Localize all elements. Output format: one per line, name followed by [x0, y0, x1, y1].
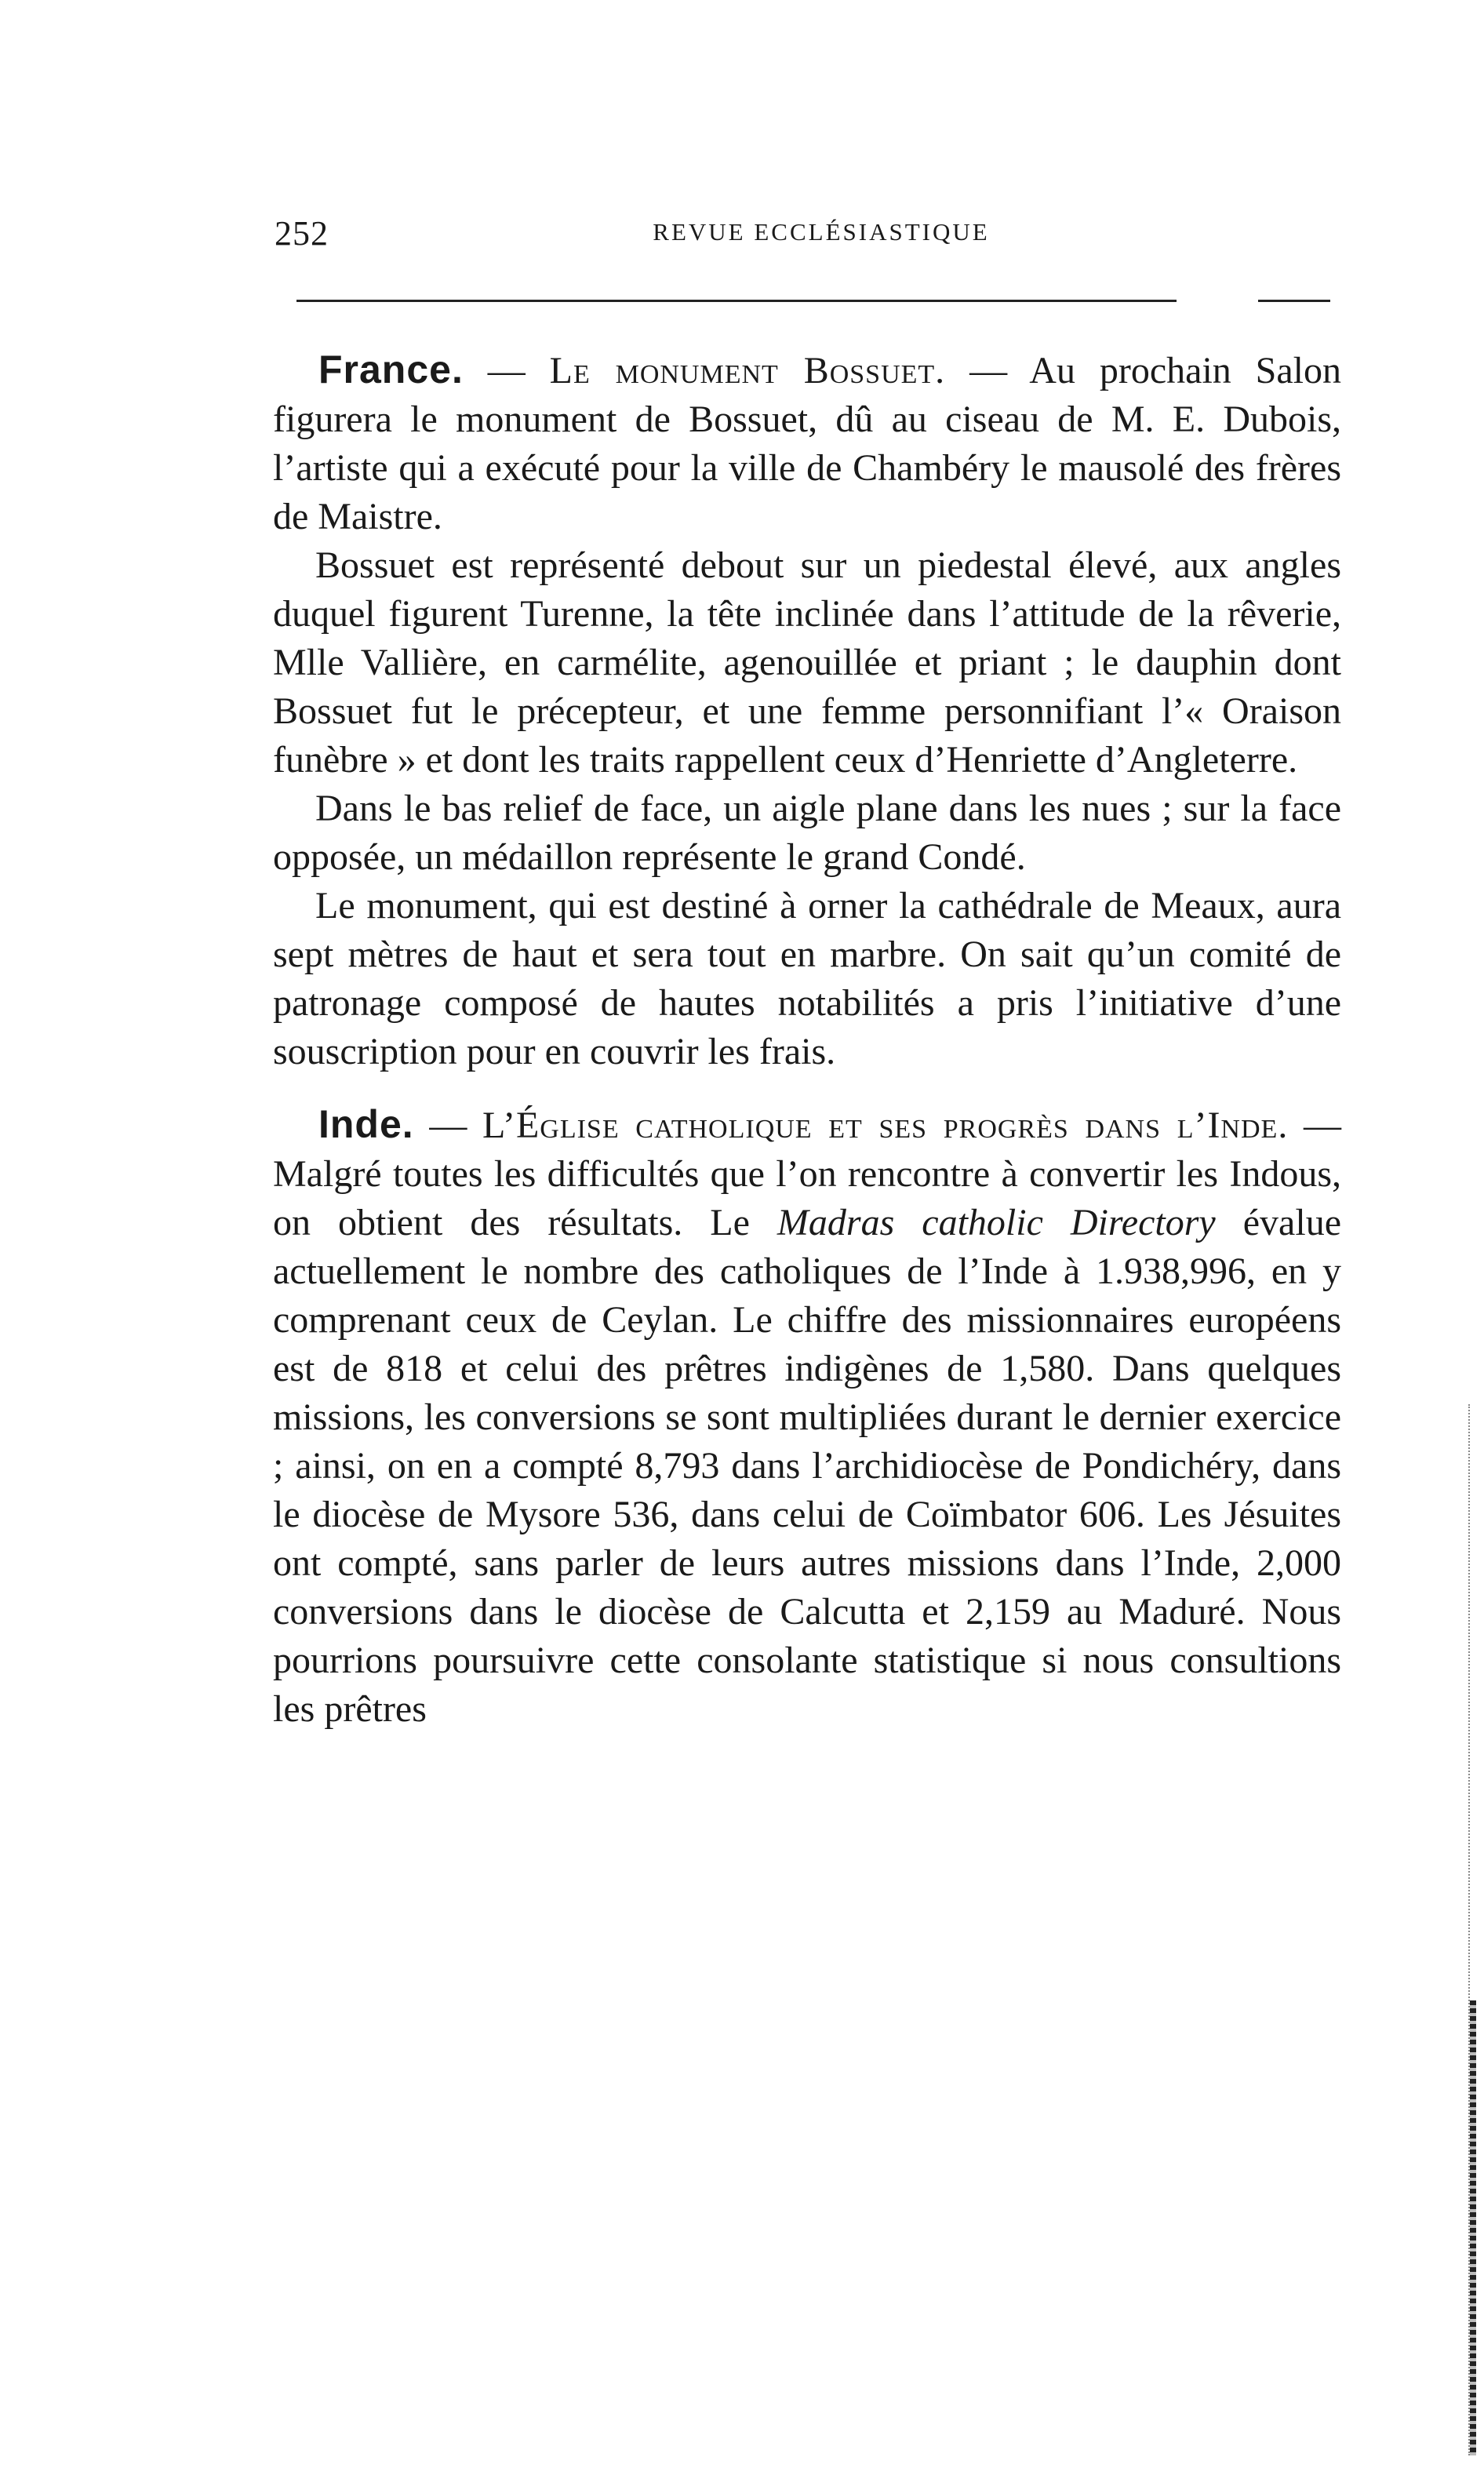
inde-text-before-italic: — Malgré toutes les difficultés que l’on rencontre à convertir les Indous, on obtient des résultats. Le — [273, 1105, 1342, 1243]
page-edge-stain — [1470, 2000, 1476, 2455]
journal-title: REVUE ECCLÉSIASTIQUE — [653, 218, 990, 246]
france-paragraph-4: Le monument, qui est destiné à orner la cathédrale de Meaux, aura sept mètres de haut et sera tout en marbre. On sait qu’un comité de patronage composé de hautes notabilités a pris l’initiative d’une souscription pour en couvrir les frais. — [273, 885, 1341, 1072]
italic-title-directory: Madras catholic Directory — [777, 1202, 1216, 1243]
page-edge-marks — [1468, 1404, 1479, 2455]
header-rule — [296, 300, 1177, 302]
country-heading-inde: Inde. — [318, 1102, 414, 1146]
france-paragraph-2: Bossuet est représenté debout sur un piedestal élevé, aux angles duquel figurent Turenne, la tête inclinée dans l’attitude de la rêverie, Mlle Vallière, en carmélite, agenouillée et priant ; le dauphin dont Bossuet fut le précepteur, et une femme personnifiant l’« Oraison funèbre » et dont les traits rappellent ceux d’Henriette d’Angleterre. — [273, 544, 1341, 781]
running-header — [268, 213, 1343, 260]
heading-dash: — — [463, 350, 550, 391]
section-title-eglise: L’Église catholique et ses progrès dans l’Inde. — [482, 1105, 1289, 1146]
france-paragraph-3: Dans le bas relief de face, un aigle plane dans les nues ; sur la face opposée, un médaillon représente le grand Condé. — [273, 788, 1341, 878]
header-rule-short — [1258, 300, 1330, 302]
france-lead-text: — Au prochain Salon figurera le monument de Bossuet, dû au ciseau de M. E. Dubois, l’artiste qui a exécuté pour la ville de Chambéry le mausolé des frères de Maistre. — [273, 350, 1341, 537]
page-number: 252 — [275, 214, 329, 253]
section-title-bossuet: Le monument Bossuet. — [549, 350, 946, 391]
inde-paragraph-1 — [273, 1100, 1341, 1734]
body-text — [273, 345, 1341, 1734]
country-heading-france: France. — [318, 348, 464, 391]
france-paragraph-1 — [273, 345, 1341, 541]
heading-dash: — — [413, 1105, 483, 1146]
inde-text-after-italic: évalue actuellement le nombre des catholiques de l’Inde à 1.938,996, en y comprenant ceux de Ceylan. Le chiffre des missionnaires européens est de 818 et celui des prêtres indigènes de 1,580. Dans quelques missions, les conversions se sont multipliées durant le dernier exercice ; ainsi, on en a compté 8,793 dans l’archidiocèse de Pondichéry, dans le diocèse de Mysore 536, dans celui de Coïmbator 606. Les Jésuites ont compté, sans parler de leurs autres missions dans l’Inde, 2,000 conversions dans le diocèse de Calcutta et 2,159 au Maduré. Nous pourrions poursuivre cette consolante statistique si nous consultions les prêtres — [273, 1202, 1341, 1730]
